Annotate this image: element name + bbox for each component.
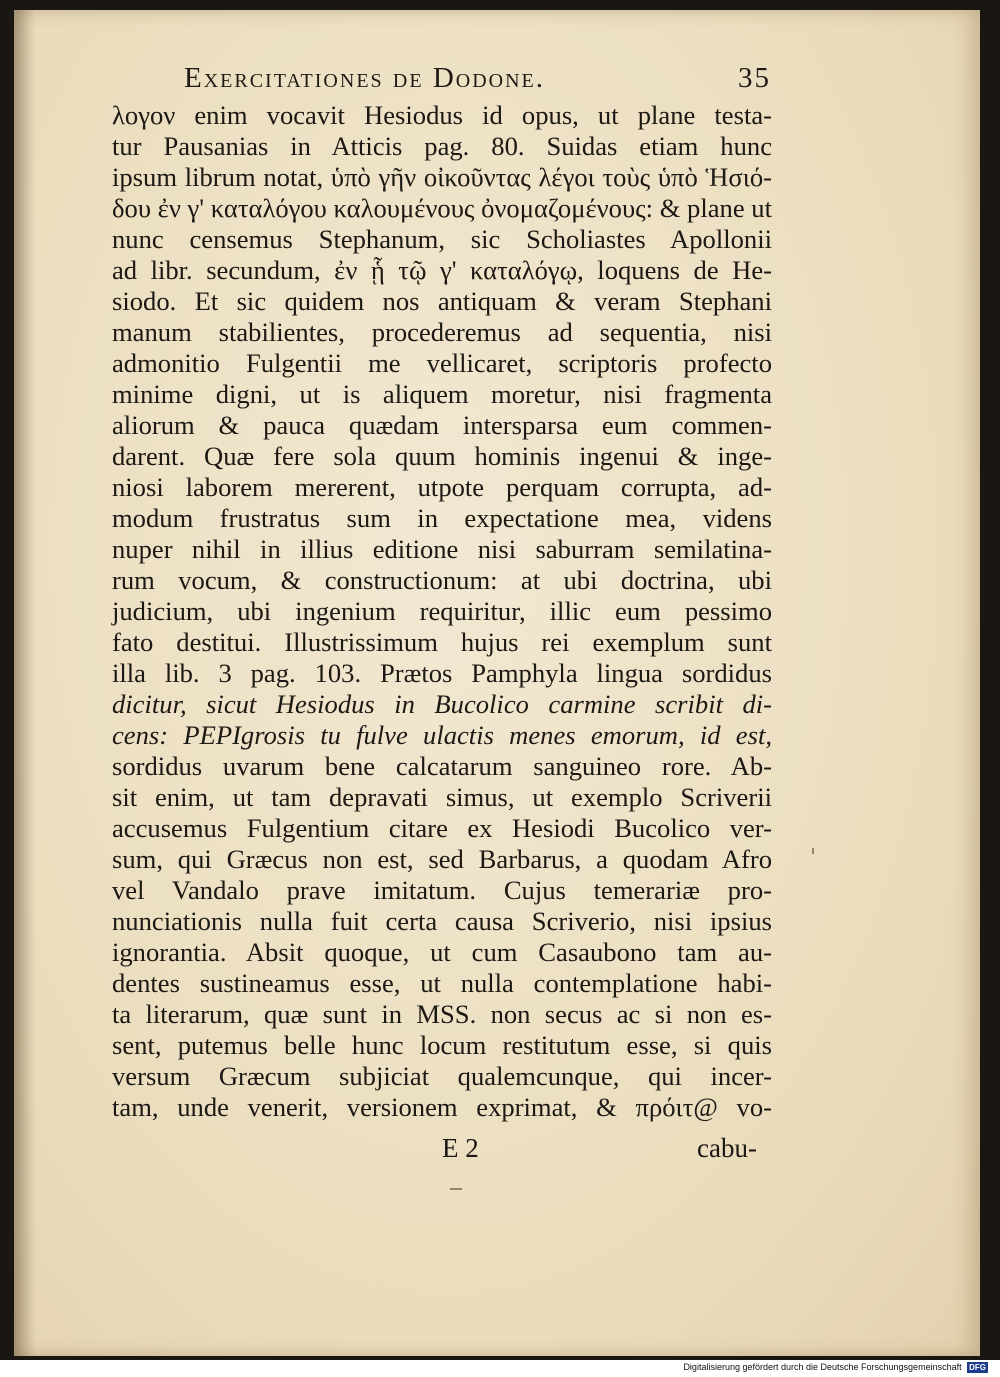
spine-shadow xyxy=(14,10,36,1356)
paper-speck xyxy=(812,848,814,854)
text-line: minime digni, ut is aliquem moretur, nisi fragmenta xyxy=(112,379,772,409)
page-footer xyxy=(112,1133,757,1169)
body-text xyxy=(112,100,772,1123)
text-line: tur Pausanias in Atticis pag. 80. Suidas etiam hunc xyxy=(112,131,772,161)
text-line: tam, unde venerit, versionem exprimat, & πρόιτ@ vo- xyxy=(112,1092,772,1122)
text-line: nuper nihil in illius editione nisi saburram semilatina- xyxy=(112,534,772,564)
page-number: 35 xyxy=(738,62,771,94)
text-line: modum frustratus sum in expectatione mea, videns xyxy=(112,503,772,533)
text-line: nunciationis nulla fuit certa causa Scriverio, nisi ipsius xyxy=(112,906,772,936)
text-line: ignorantia. Absit quoque, ut cum Casaubono tam au- xyxy=(112,937,772,967)
text-line: ta literarum, quæ sunt in MSS. non secus ac si non es- xyxy=(112,999,772,1029)
text-line: manum stabilientes, procederemus ad sequentia, nisi xyxy=(112,317,772,347)
running-head-title: Exercitationes de Dodone. xyxy=(184,62,546,94)
text-line: λογον enim vocavit Hesiodus id opus, ut plane testa- xyxy=(112,100,772,130)
text-line: δου ἐν γ' καταλόγου καλουμένους ὀνομαζομένους: & plane ut xyxy=(112,193,772,223)
text-line: judicium, ubi ingenium requiritur, illic eum pessimo xyxy=(112,596,772,626)
paper-speck xyxy=(450,1188,462,1190)
running-head xyxy=(170,56,770,100)
text-line: admonitio Fulgentii me vellicaret, scriptoris profecto xyxy=(112,348,772,378)
text-line: rum vocum, & constructionum: at ubi doctrina, ubi xyxy=(112,565,772,595)
text-line: aliorum & pauca quædam intersparsa eum commen- xyxy=(112,410,772,440)
text-line: illa lib. 3 pag. 103. Prætos Pamphyla lingua sordidus xyxy=(112,658,772,688)
signature-mark: E 2 xyxy=(442,1133,479,1163)
text-line: sum, qui Græcus non est, sed Barbarus, a quodam Afro xyxy=(112,844,772,874)
text-line: darent. Quæ fere sola quum hominis ingenui & inge- xyxy=(112,441,772,471)
digitization-credit xyxy=(683,1362,988,1376)
catchword: cabu- xyxy=(697,1133,757,1163)
text-line: sordidus uvarum bene calcatarum sanguineo rore. Ab- xyxy=(112,751,772,781)
text-line: vel Vandalo prave imitatum. Cujus temerariæ pro- xyxy=(112,875,772,905)
text-line: sit enim, ut tam depravati simus, ut exemplo Scriverii xyxy=(112,782,772,812)
text-line: siodo. Et sic quidem nos antiquam & veram Stephani xyxy=(112,286,772,316)
text-line: niosi laborem mererent, utpote perquam corrupta, ad- xyxy=(112,472,772,502)
text-line: nunc censemus Stephanum, sic Scholiastes Apollonii xyxy=(112,224,772,254)
text-line: accusemus Fulgentium citare ex Hesiodi Bucolico ver- xyxy=(112,813,772,843)
text-line: ad libr. secundum, ἐν ᾗ τῷ γ' καταλόγῳ, loquens de He- xyxy=(112,255,772,285)
text-line: dentes sustineamus esse, ut nulla contemplatione habi- xyxy=(112,968,772,998)
dfg-logo-icon: DFG xyxy=(969,1363,986,1373)
text-line: ipsum librum notat, ὑπὸ γῆν οἰκοῦντας λέγοι τοὺς ὑπὸ Ἡσιό- xyxy=(112,162,772,192)
text-line: sent, putemus belle hunc locum restitutum esse, si quis xyxy=(112,1030,772,1060)
text-line: fato destitui. Illustrissimum hujus rei exemplum sunt xyxy=(112,627,772,657)
text-line: dicitur, sicut Hesiodus in Bucolico carmine scribit di- xyxy=(112,689,772,719)
credit-text: Digitalisierung gefördert durch die Deutsche Forschungsgemeinschaft xyxy=(683,1362,962,1372)
text-line: cens: PEPIgrosis tu fulve ulactis menes emorum, id est, xyxy=(112,720,772,750)
text-line: versum Græcum subjiciat qualemcunque, qui incer- xyxy=(112,1061,772,1091)
